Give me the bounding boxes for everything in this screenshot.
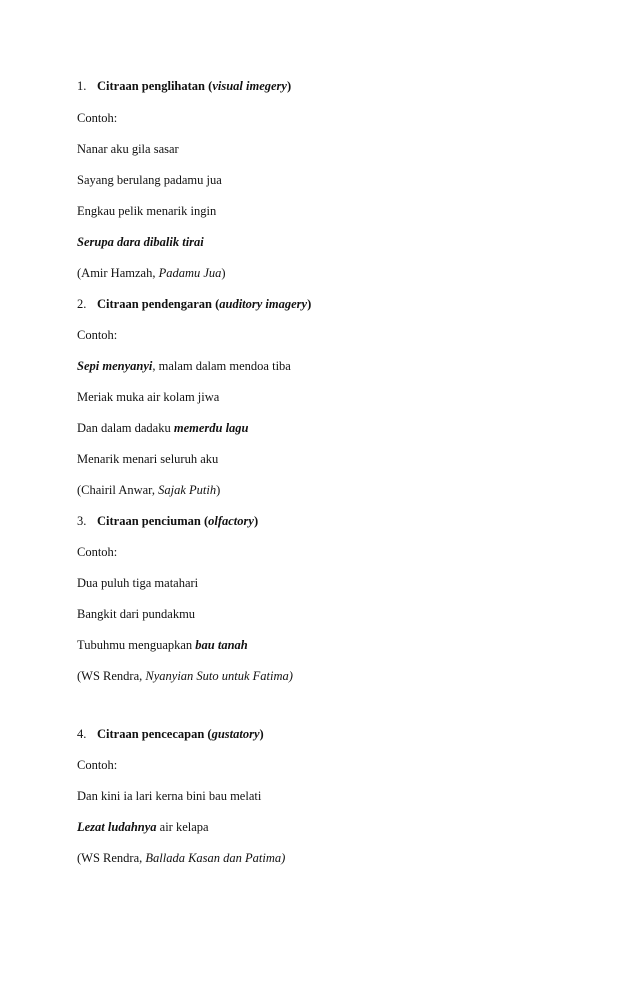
section-number: 3. bbox=[77, 514, 87, 528]
source-title: Padamu Jua bbox=[158, 266, 222, 280]
source-title: Sajak Putih bbox=[158, 483, 217, 497]
heading-term: gustatory bbox=[211, 727, 260, 741]
paren-close: ) bbox=[259, 727, 264, 741]
poem-line bbox=[77, 420, 249, 436]
heading-title: Citraan penciuman bbox=[97, 514, 201, 528]
paren-close: ) bbox=[286, 79, 292, 93]
example-label: Contoh: bbox=[77, 545, 118, 559]
section-4-heading bbox=[77, 726, 264, 742]
section-1-heading bbox=[77, 78, 291, 94]
source-author: (Chairil Anwar, bbox=[77, 483, 159, 497]
paren-close: ) bbox=[307, 297, 312, 311]
poem-text: , malam dalam mendoa tiba bbox=[152, 359, 291, 373]
heading-title: Citraan penglihatan bbox=[97, 79, 206, 93]
poem-line: Bangkit dari pundakmu bbox=[77, 607, 196, 621]
source-title: Ballada Kasan dan Patima) bbox=[145, 851, 286, 865]
poem-text: Dan dalam dadaku bbox=[77, 421, 174, 435]
section-3-heading bbox=[77, 513, 258, 529]
section-number: 4. bbox=[77, 727, 87, 741]
source-title: Nyanyian Suto untuk Fatima) bbox=[145, 669, 293, 683]
paren-open: ( bbox=[205, 79, 213, 93]
source-citation bbox=[77, 850, 285, 866]
poem-text: Tubuhmu menguapkan bbox=[77, 638, 196, 652]
poem-line: Dan kini ia lari kerna bini bau melati bbox=[77, 789, 262, 803]
poem-line: Dua puluh tiga matahari bbox=[77, 576, 199, 590]
paren-open: ( bbox=[211, 297, 220, 311]
emphasis-phrase: Sepi menyanyi bbox=[77, 359, 153, 373]
poem-line: Meriak muka air kolam jiwa bbox=[77, 390, 220, 404]
poem-line bbox=[77, 358, 291, 374]
poem-line: Nanar aku gila sasar bbox=[77, 142, 179, 156]
source-author: (Amir Hamzah, bbox=[77, 266, 159, 280]
example-label: Contoh: bbox=[77, 328, 118, 342]
example-label: Contoh: bbox=[77, 111, 118, 125]
source-suffix: ) bbox=[216, 483, 221, 497]
section-number: 1. bbox=[77, 79, 87, 93]
source-author: (WS Rendra, bbox=[77, 851, 146, 865]
poem-line bbox=[77, 819, 209, 835]
poem-line: Sayang berulang padamu jua bbox=[77, 173, 222, 187]
paren-open: ( bbox=[204, 727, 212, 741]
source-citation bbox=[77, 482, 220, 498]
source-suffix: ) bbox=[221, 266, 226, 280]
paren-open: ( bbox=[200, 514, 209, 528]
emphasis-phrase: Lezat ludahnya bbox=[77, 820, 157, 834]
heading-term: olfactory bbox=[208, 514, 254, 528]
emphasis-phrase: bau tanah bbox=[195, 638, 248, 652]
section-2-heading bbox=[77, 296, 311, 312]
heading-title: Citraan pendengaran bbox=[97, 297, 212, 311]
poem-line-emphasis: Serupa dara dibalik tirai bbox=[77, 235, 204, 249]
example-label: Contoh: bbox=[77, 758, 118, 772]
poem-text: air kelapa bbox=[156, 820, 209, 834]
source-citation bbox=[77, 265, 226, 281]
source-author: (WS Rendra, bbox=[77, 669, 146, 683]
source-citation bbox=[77, 668, 293, 684]
emphasis-phrase: memerdu lagu bbox=[173, 421, 249, 435]
heading-term: auditory imagery bbox=[219, 297, 308, 311]
poem-line: Menarik menari seluruh aku bbox=[77, 452, 219, 466]
heading-term: visual imegery bbox=[212, 79, 287, 93]
heading-title: Citraan pencecapan bbox=[97, 727, 205, 741]
paren-close: ) bbox=[253, 514, 259, 528]
poem-line bbox=[77, 637, 248, 653]
poem-line: Engkau pelik menarik ingin bbox=[77, 204, 217, 218]
section-number: 2. bbox=[77, 297, 87, 311]
